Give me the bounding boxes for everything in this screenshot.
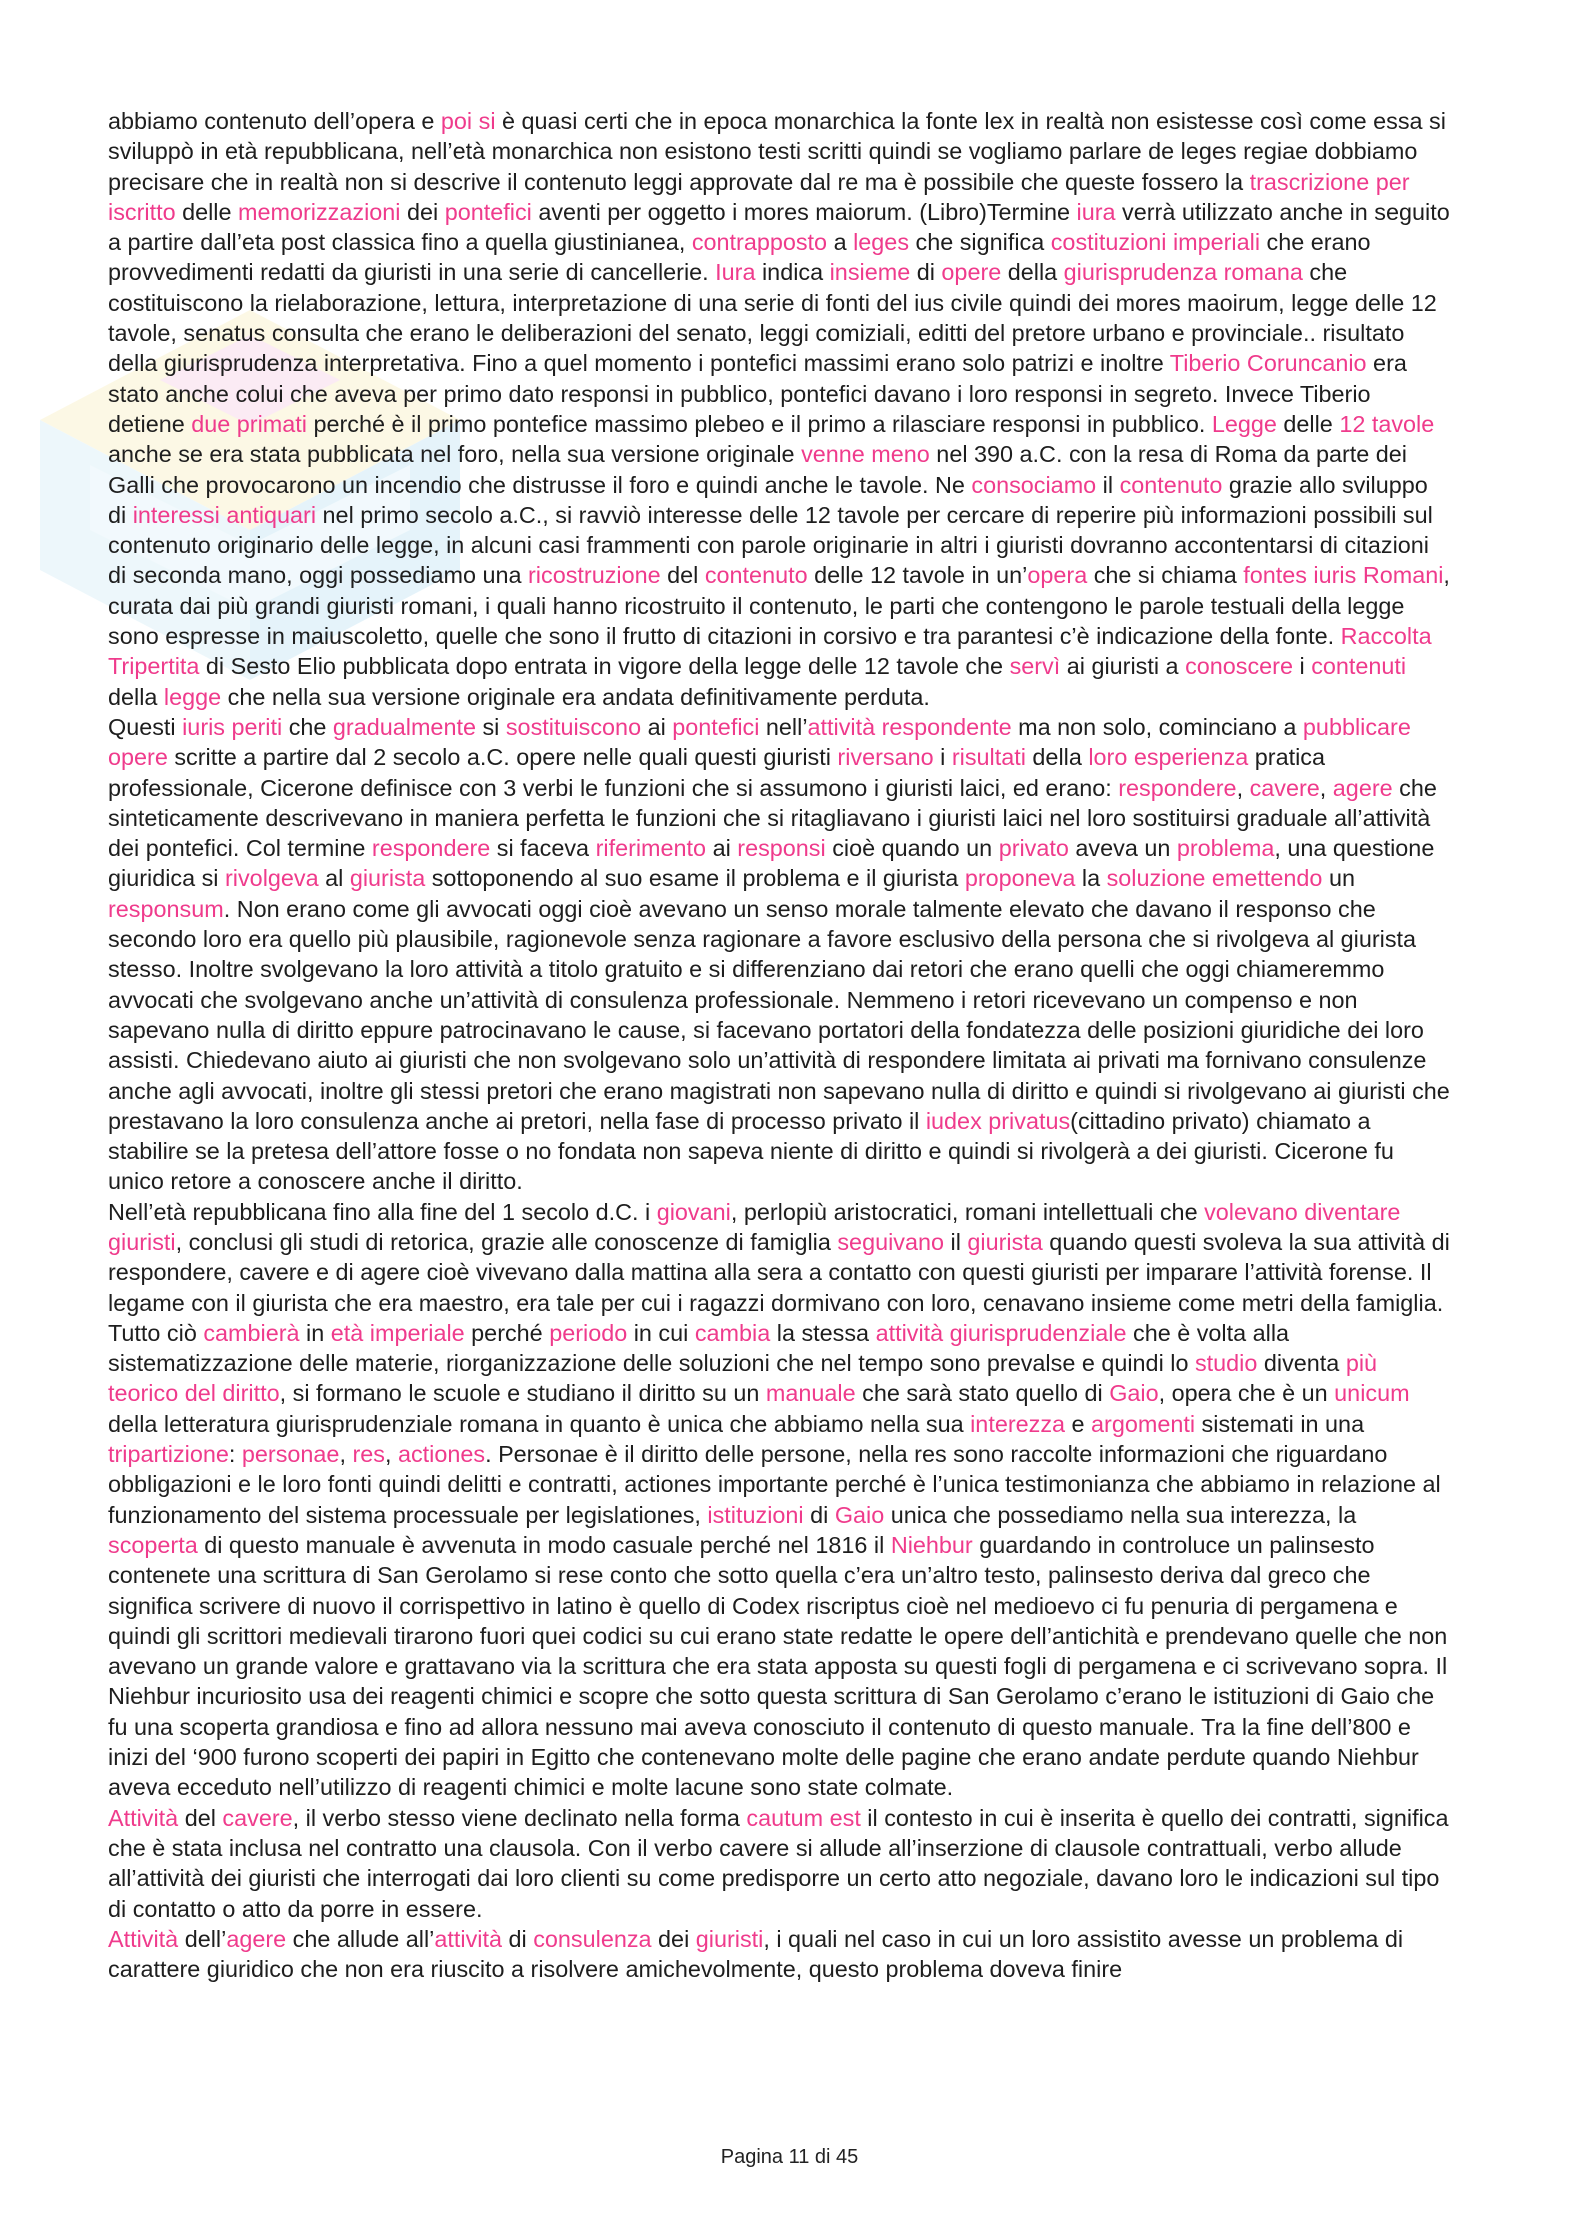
highlighted-term: sostituiscono xyxy=(505,713,642,740)
highlighted-term: giurisprudenza romana xyxy=(1063,259,1303,286)
text-run: quando questi svoleva la sua attività di respondere, cavere e di agere cioè vivevano dalla mattina alla sera a contatto con questi giuristi per imparare l’attività forense. Il legame con il giurista che era maestro, era tale per cui i ragazzi dormivano con loro, cenavano insieme come metri della famiglia. Tutto ciò xyxy=(108,1228,1450,1346)
highlighted-term: gradualmente xyxy=(332,713,476,740)
highlighted-term: Raccolta Tripertita xyxy=(108,623,1432,680)
highlighted-term: manuale xyxy=(765,1380,856,1407)
text-run: . Personae è il diritto delle persone, nella res sono raccolte informazioni che riguardano obbligazioni e le loro fonti quindi delitti e contratti, actiones importante perché è l’unica testimonianza che abbiamo in relazione al funzionamento del sistema processuale per legislationes, xyxy=(108,1441,1441,1528)
text-run: i xyxy=(933,744,952,771)
text-run: , opera che è un xyxy=(1158,1380,1335,1407)
text-run: un xyxy=(1322,865,1355,892)
highlighted-term: loro esperienza xyxy=(1088,744,1249,771)
highlighted-term: cavere xyxy=(1249,774,1320,801)
highlighted-term: Gaio xyxy=(834,1501,885,1528)
text-run: di xyxy=(803,1501,835,1528)
text-run: anche se era stata pubblicata nel foro, nella sua versione originale xyxy=(108,441,802,468)
highlighted-term: contenuto xyxy=(1119,471,1223,498)
highlighted-term: fontes iuris Romani xyxy=(1243,562,1444,589)
paragraph xyxy=(108,106,1450,712)
highlighted-term: più teorico del diritto xyxy=(108,1350,1378,1407)
highlighted-term: cambierà xyxy=(203,1319,300,1346)
text-run: aveva un xyxy=(1068,835,1177,862)
highlighted-term: agere xyxy=(1332,774,1393,801)
text-run: nel 390 a.C. con la resa di Roma da parte dei Galli che provocarono un incendio che distrusse il foro e quindi anche le tavole. Ne xyxy=(108,441,1408,498)
text-run: che sinteticamente descrivevano in maniera perfetta le funzioni che si ritagliavano i giuristi laici nel loro sostituirsi graduale all’attività dei pontefici. Col termine xyxy=(108,774,1437,862)
text-run: , xyxy=(339,1441,353,1468)
text-run: . Non erano come gli avvocati oggi cioè avevano un senso morale talmente elevato che davano il responso che secondo loro era quello più plausibile, ragionevole senza ragionare a favore esclusivo della persona che si rivolgeva al giurista stesso. Inoltre svolgevano la loro attività a titolo gratuito e si differenziano dai retori che erano quelli che oggi chiameremmo avvocati che svolgevano anche un’attività di consulenza professionale. Nemmeno i retori ricevevano un compenso e non sapevano nulla di diritto eppure patrocinavano le cause, si facevano portatori della fondatezza delle posizioni giuridiche dei loro assisti. Chiedevano aiuto ai giuristi che non svolgevano solo un’attività di respondere limitata ai privati ma fornivano consulenze anche agli avvocati, inoltre gli stessi pretori che erano magistrati non sapevano nulla di diritto e quindi si rivolgevano ai giuristi che prestavano la loro consulenza anche ai pretori, nella fase di processo privato il xyxy=(108,895,1450,1134)
text-run: il contesto in cui è inserita è quello dei contratti, significa che è stata inclusa nel contratto una clausola. Con il verbo cavere si allude all’inserzione di clausole contrattuali, verbo allude all’attività dei giuristi che interrogati dai loro clienti su come predisporre un certo atto negoziale, davano loro le indicazioni sul tipo di contatto o atto da porre in essere. xyxy=(108,1804,1449,1922)
text-run: a xyxy=(827,229,854,256)
highlighted-term: giurista xyxy=(349,865,426,892)
highlighted-term: Iura xyxy=(715,259,756,286)
text-run: perché è il primo pontefice massimo plebeo e il primo a rilasciare responsi in pubblico. xyxy=(306,410,1212,437)
highlighted-term: 12 tavole xyxy=(1339,410,1435,437)
highlighted-term: contrapposto xyxy=(691,229,828,256)
text-run: grazie allo sviluppo di xyxy=(108,471,1428,528)
text-run: guardando in controluce un palinsesto contenete una scrittura di San Gerolamo si rese conto che sotto quella c’era un’altro testo, palinsesto deriva dal greco che significa scrivere di nuovo il corrispettivo in latino è quello di Codex riscriptus cioè nel medioevo ci fu penuria di pergamena e quindi gli scrittori medievali tirarono fuori quei codici su cui erano state redatte le opere dell’antichità e prendevano quelle che non avevano un grande valore e grattavano via la scrittura che era stata apposta su questi fogli di pergamena e ci scrivevano sopra. Il Niehbur incuriosito usa dei reagenti chimici e scopre che sotto questa scrittura di San Gerolamo c’erano le istituzioni di Gaio che fu una scoperta grandiosa e fino ad allora nessuno mai aveva conosciuto il contenuto di questo manuale. Tra la fine dell’800 e inizi del ‘900 furono scoperti dei papiri in Egitto che contenevano molte delle pagine che erano andate perdute quando Niehbur aveva ecceduto nell’utilizzo di reagenti chimici e molte lacune sono state colmate. xyxy=(108,1531,1448,1801)
text-run: della xyxy=(1025,744,1089,771)
highlighted-term: insieme xyxy=(829,259,911,286)
highlighted-term: pubblicare opere xyxy=(108,713,1411,771)
highlighted-term: res xyxy=(352,1441,385,1468)
text-run: delle xyxy=(1276,410,1340,437)
text-run: dei xyxy=(400,198,445,225)
text-run: indica xyxy=(755,259,830,286)
highlighted-term: respondere xyxy=(371,835,491,862)
text-run: aventi per oggetto i mores maiorum. (Libro)Termine xyxy=(531,198,1077,225)
highlighted-term: interessi antiquari xyxy=(132,501,317,528)
text-run: perché xyxy=(464,1319,550,1346)
highlighted-term: periodo xyxy=(549,1319,628,1346)
text-run: in xyxy=(299,1319,331,1346)
text-run: , curata dai più grandi giuristi romani, i quali hanno ricostruito il contenuto, le parti che contengono le parole testuali della legge sono espresse in maiuscoletto, quelle che sono il frutto di citazioni in corsivo e tra parantesi c’è indicazione della fonte. xyxy=(108,562,1450,650)
text-run: ai xyxy=(706,835,738,862)
text-run: della xyxy=(108,683,164,710)
highlighted-term: iura xyxy=(1076,198,1116,225)
text-run: era stato anche colui che aveva per primo dato responsi in pubblico, pontefici davano i loro responsi in segreto. Invece Tiberio detiene xyxy=(108,350,1407,437)
text-run: pratica professionale, Cicerone definisce con 3 verbi le funzioni che si assumono i giuristi laici, ed erano: xyxy=(108,744,1325,801)
text-run: di xyxy=(910,259,942,286)
highlighted-term: studio xyxy=(1194,1350,1258,1377)
text-run: del xyxy=(660,562,705,589)
highlighted-term: giurista xyxy=(967,1228,1043,1255)
text-run: che erano provvedimenti redatti da giuristi in una serie di cancellerie. xyxy=(108,229,1371,286)
text-run: in cui xyxy=(627,1319,695,1346)
highlighted-term: memorizzazioni xyxy=(238,198,401,225)
highlighted-term: Attività xyxy=(108,1804,179,1831)
highlighted-term: ricostruzione xyxy=(528,562,661,589)
text-run: che si chiama xyxy=(1087,562,1244,589)
highlighted-term: Gaio xyxy=(1109,1380,1159,1407)
text-run: , xyxy=(1319,774,1333,801)
body-text xyxy=(108,106,1450,1984)
highlighted-term: venne meno xyxy=(801,441,930,468)
text-run: che costituiscono la rielaborazione, lettura, interpretazione di una serie di fonti del ius civile quindi dei mores maoirum, legge delle 12 tavole, senatus consulta che erano le deliberazioni del senato, leggi comiziali, editti del pretore urbano e provinciale.. risultato della giurisprudenza interpretativa. Fino a quel momento i pontefici massimi erano solo patrizi e inoltre xyxy=(108,259,1437,377)
text-run: ma non solo, cominciano a xyxy=(1011,713,1303,740)
text-run: che allude all’ xyxy=(286,1925,435,1952)
highlighted-term: volevano diventare giuristi xyxy=(108,1198,1401,1255)
text-run: Nell’età repubblicana fino alla fine del 1 secolo d.C. i xyxy=(108,1198,657,1225)
highlighted-term: costituzioni imperiali xyxy=(1050,229,1261,256)
text-run: che xyxy=(282,713,333,740)
highlighted-term: scoperta xyxy=(108,1531,198,1558)
text-run: la xyxy=(1075,865,1107,892)
text-run: sistemati in una xyxy=(1195,1410,1365,1437)
highlighted-term: iudex privatus xyxy=(925,1107,1071,1134)
text-run: , perlopiù aristocratici, romani intellettuali che xyxy=(730,1198,1205,1225)
highlighted-term: pontefici xyxy=(444,198,532,225)
highlighted-term: respondere xyxy=(1118,774,1237,801)
highlighted-term: giovani xyxy=(656,1198,731,1225)
text-run: delle 12 tavole in un’ xyxy=(807,562,1028,589)
highlighted-term: contenuti xyxy=(1311,653,1407,680)
highlighted-term: iuris periti xyxy=(182,713,283,740)
highlighted-term: Niehbur xyxy=(890,1531,973,1558)
text-run: sottoponendo al suo esame il problema e il giurista xyxy=(425,865,965,892)
text-run: diventa xyxy=(1257,1350,1346,1377)
highlighted-term: Legge xyxy=(1211,410,1277,437)
text-run: abbiamo contenuto dell’opera e xyxy=(108,108,441,134)
highlighted-term: riferimento xyxy=(595,835,707,862)
highlighted-term: servì xyxy=(1009,653,1061,680)
text-run: che è volta alla sistematizzazione delle materie, riorganizzazione delle soluzioni che nel tempo sono prevalse e quindi lo xyxy=(108,1319,1290,1377)
highlighted-term: consociamo xyxy=(971,471,1097,498)
highlighted-term: responsum xyxy=(108,895,224,922)
highlighted-term: istituzioni xyxy=(707,1501,804,1528)
highlighted-term: opere xyxy=(941,259,1002,286)
text-run: ai xyxy=(641,713,673,740)
text-run: , si formano le scuole e studiano il diritto su un xyxy=(279,1380,766,1407)
text-run: dei xyxy=(651,1925,696,1952)
highlighted-term: cautum est xyxy=(746,1804,861,1831)
text-run: scritte a partire dal 2 secolo a.C. opere nelle quali questi giuristi xyxy=(167,744,838,771)
highlighted-term: età imperiale xyxy=(330,1319,465,1346)
text-run: il xyxy=(1096,471,1120,498)
text-run: unica che possediamo nella sua interezza, la xyxy=(884,1501,1357,1528)
text-run: il xyxy=(944,1228,968,1255)
text-run: che sarà stato quello di xyxy=(855,1380,1110,1407)
text-run: ai giuristi a xyxy=(1060,653,1186,680)
text-run: del xyxy=(178,1804,223,1831)
highlighted-term: soluzione emettendo xyxy=(1106,865,1323,892)
page-number: Pagina 11 di 45 xyxy=(720,2146,859,2168)
text-run: cioè quando un xyxy=(825,835,999,862)
text-run: che significa xyxy=(909,229,1051,256)
highlighted-term: unicum xyxy=(1334,1380,1410,1407)
text-run: , una questione giuridica si xyxy=(108,835,1435,892)
highlighted-term: actiones xyxy=(397,1441,486,1468)
text-run: e xyxy=(1065,1410,1092,1437)
text-run: dell’ xyxy=(178,1925,227,1952)
text-run: di questo manuale è avvenuta in modo casuale perché nel 1816 il xyxy=(197,1531,891,1558)
highlighted-term: Tiberio Coruncanio xyxy=(1169,350,1367,377)
text-run: della xyxy=(1001,259,1064,286)
page-footer xyxy=(0,2146,1579,2169)
paragraph xyxy=(108,712,1450,1197)
text-run: , xyxy=(1236,774,1250,801)
highlighted-term: tripartizione xyxy=(108,1441,229,1468)
text-run: , il verbo stesso viene declinato nella forma xyxy=(292,1804,747,1831)
highlighted-term: conoscere xyxy=(1185,653,1293,680)
highlighted-term: agere xyxy=(226,1925,287,1952)
highlighted-term: risultati xyxy=(951,744,1026,771)
text-run: (cittadino privato) chiamato a stabilire se la pretesa dell’attore fosse o no fondata non sapeva niente di diritto e quindi si rivolgerà a dei giuristi. Cicerone fu unico retore a conoscere anche il diritto. xyxy=(108,1107,1394,1195)
text-run: delle xyxy=(175,198,239,225)
highlighted-term: attività respondente xyxy=(807,713,1012,740)
highlighted-term: argomenti xyxy=(1091,1410,1196,1437)
text-run: nell’ xyxy=(759,713,808,740)
text-run: , i quali nel caso in cui un loro assistito avesse un problema di carattere giuridico che non era riuscito a risolvere amichevolmente, questo problema doveva finire xyxy=(108,1925,1404,1983)
highlighted-term: attività giurisprudenziale xyxy=(875,1319,1127,1346)
highlighted-term: leges xyxy=(853,229,910,256)
text-run: al xyxy=(318,865,350,892)
text-run: di xyxy=(502,1925,534,1952)
text-run: nel primo secolo a.C., si ravviò interesse delle 12 tavole per cercare di reperire più informazioni possibili sul contenuto originario delle legge, in alcuni casi frammenti con parole originarie in altri i giuristi dovranno accontentarsi di citazioni di seconda mano, oggi possediamo una xyxy=(108,501,1433,589)
highlighted-term: problema xyxy=(1176,835,1275,862)
highlighted-term: riversano xyxy=(837,744,934,771)
text-run: i xyxy=(1292,653,1312,680)
paragraph xyxy=(108,1197,1450,1803)
text-run: si xyxy=(475,713,506,740)
paragraph xyxy=(108,1924,1450,1985)
text-run: che nella sua versione originale era andata definitivamente perduta. xyxy=(221,683,930,710)
highlighted-term: pontefici xyxy=(672,713,760,740)
text-run: , conclusi gli studi di retorica, grazie alle conoscenze di famiglia xyxy=(175,1228,838,1255)
text-run: , xyxy=(384,1441,398,1468)
highlighted-term: responsi xyxy=(737,835,826,862)
text-run: si faceva xyxy=(490,835,596,862)
text-run: verrà utilizzato anche in seguito a partire dall’eta post classica fino a quella giustinianea, xyxy=(108,198,1450,256)
highlighted-term: giuristi xyxy=(695,1925,764,1952)
highlighted-term: consulenza xyxy=(533,1925,652,1952)
highlighted-term: due primati xyxy=(191,410,307,437)
highlighted-term: seguivano xyxy=(837,1228,944,1255)
text-run: della letteratura giurisprudenziale romana in quanto è unica che abbiamo nella sua xyxy=(108,1410,971,1437)
text-run: di Sesto Elio pubblicata dopo entrata in vigore della legge delle 12 tavole che xyxy=(199,653,1010,680)
highlighted-term: trascrizione per iscritto xyxy=(108,168,1410,225)
highlighted-term: rivolgeva xyxy=(225,865,319,892)
highlighted-term: poi si xyxy=(440,108,496,134)
highlighted-term: opera xyxy=(1027,562,1088,589)
highlighted-term: attività xyxy=(434,1925,502,1952)
text-run: Questi xyxy=(108,713,183,740)
highlighted-term: cavere xyxy=(222,1804,293,1831)
text-run: : xyxy=(228,1441,242,1468)
highlighted-term: interezza xyxy=(970,1410,1066,1437)
highlighted-term: privato xyxy=(998,835,1069,862)
highlighted-term: contenuto xyxy=(704,562,808,589)
text-run: è quasi certi che in epoca monarchica la fonte lex in realtà non esistesse così come essa si sviluppò in età repubblicana, nell’età monarchica non esistono testi scritti quindi se vogliamo parlare de leges regiae dobbiamo precisare che in realtà non si descrive il contenuto leggi approvate dal re ma è possibile che queste fossero la xyxy=(108,108,1446,195)
paragraph xyxy=(108,1803,1450,1924)
highlighted-term: Attività xyxy=(108,1925,179,1952)
highlighted-term: legge xyxy=(163,683,222,710)
highlighted-term: cambia xyxy=(694,1319,771,1346)
highlighted-term: proponeva xyxy=(964,865,1076,892)
highlighted-term: personae xyxy=(241,1441,340,1468)
text-run: la stessa xyxy=(770,1319,876,1346)
